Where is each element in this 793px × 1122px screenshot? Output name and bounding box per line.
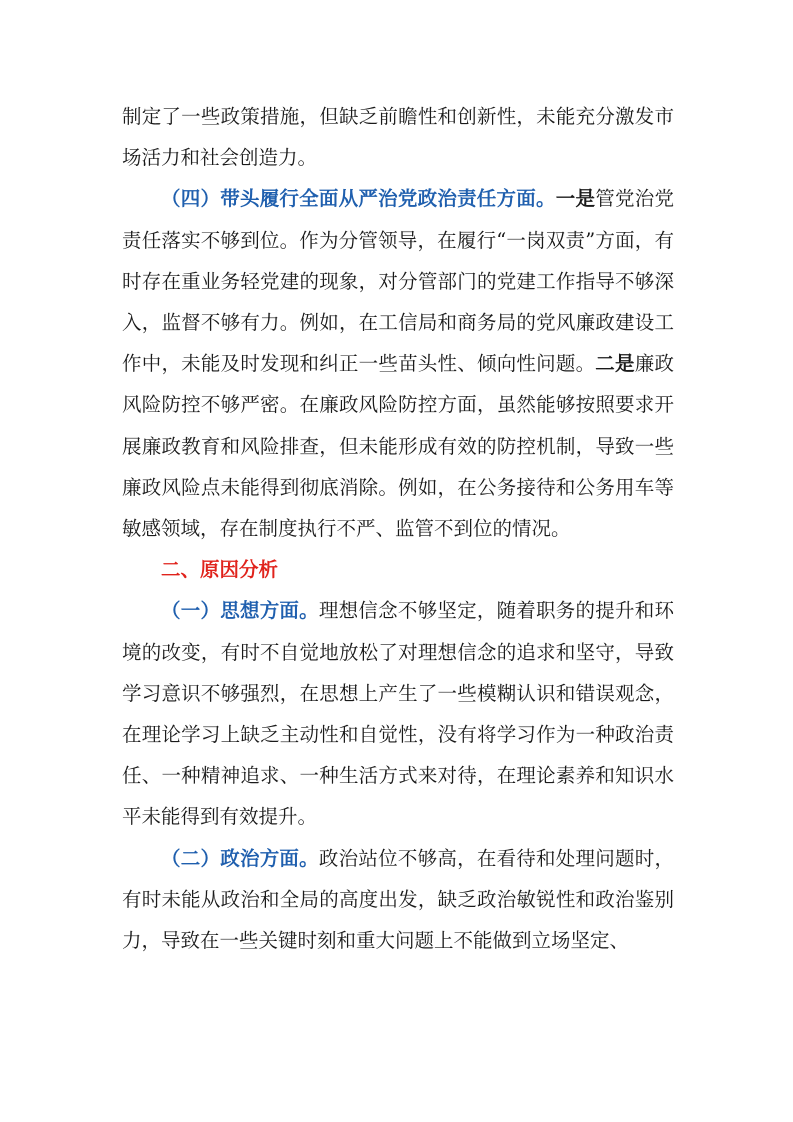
part-2-heading: 二、原因分析 bbox=[161, 558, 279, 582]
cause-1-heading: （一）思想方面。 bbox=[161, 599, 319, 623]
point-2-text: 廉政风险防控不够严密。在廉政风险防控方面，虽然能够按照要求开展廉政教育和风险排查，但未能形成有效的防控机制，导致一些廉政风险点未能得到彻底消除。例如，在公务接待和公务用车等敏感领域，存在制度执行不严、监管不到位的情况。 bbox=[122, 352, 674, 541]
point-2-lead: 二是 bbox=[595, 352, 635, 376]
section-4-paragraph bbox=[122, 178, 674, 549]
section-4-heading: （四）带头履行全面从严治党政治责任方面。 bbox=[161, 187, 556, 211]
point-1-lead: 一是 bbox=[555, 187, 596, 211]
point-1-text: 管党治党责任落实不够到位。作为分管领导，在履行“一岗双责”方面，有时存在重业务轻党建的现象，对分管部门的党建工作指导不够深入，监督不够有力。例如，在工信局和商务局的党风廉政建设工作中，未能及时发现和纠正一些苗头性、倾向性问题。 bbox=[122, 187, 674, 376]
cause-1-text: 理想信念不够坚定，随着职务的提升和环境的改变，有时不自觉地放松了对理想信念的追求和坚守，导致学习意识不够强烈，在思想上产生了一些模糊认识和错误观念，在理论学习上缺乏主动性和自觉性，没有将学习作为一种政治责任、一种精神追求、一种生活方式来对待，在理论素养和知识水平未能得到有效提升。 bbox=[122, 599, 674, 829]
continued-paragraph: 制定了一些政策措施，但缺乏前瞻性和创新性，未能充分激发市场活力和社会创造力。 bbox=[122, 105, 674, 170]
document-body bbox=[122, 96, 674, 961]
cause-2-paragraph bbox=[122, 838, 674, 962]
cause-2-heading: （二）政治方面。 bbox=[161, 846, 319, 870]
cause-1-paragraph bbox=[122, 590, 674, 837]
cause-2-text: 政治站位不够高，在看待和处理问题时，有时未能从政治和全局的高度出发，缺乏政治敏锐性和政治鉴别力，导致在一些关键时刻和重大问题上不能做到立场坚定、 bbox=[122, 846, 674, 953]
